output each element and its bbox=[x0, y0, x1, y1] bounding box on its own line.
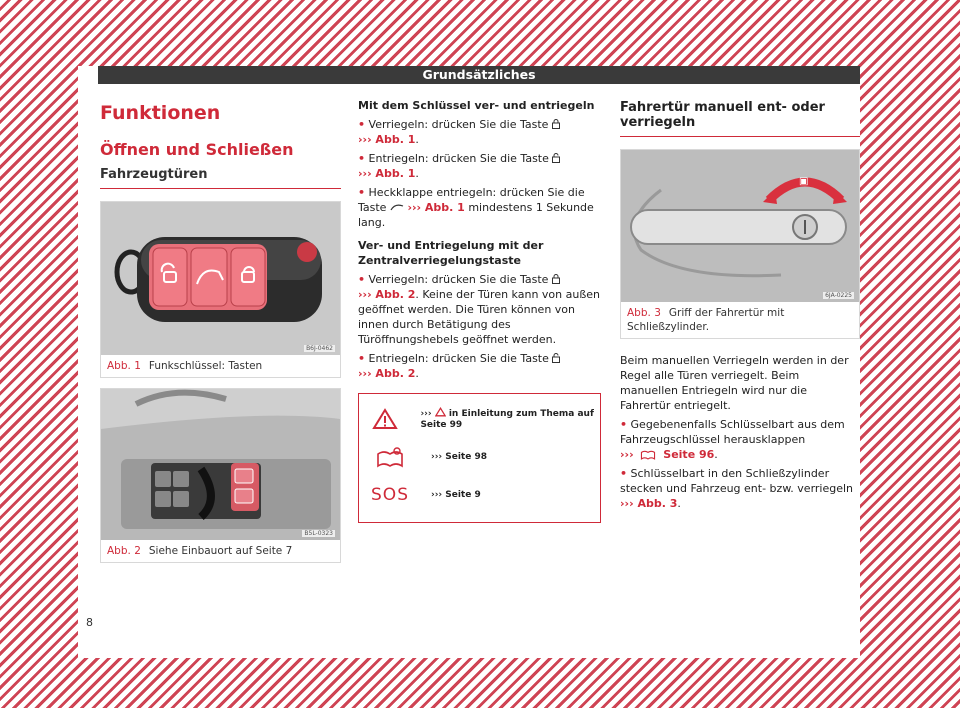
figure-code: B5L-0323 bbox=[304, 530, 333, 537]
bullet-dot: • bbox=[358, 152, 366, 165]
bullet-unlock: • Entriegeln: drücken Sie die Taste ››› Abb. 1. bbox=[358, 151, 601, 181]
reference-text[interactable]: ››› Seite 9 bbox=[431, 489, 481, 500]
warning-row bbox=[363, 400, 596, 438]
bullet-text: Entriegeln: drücken Sie die Taste bbox=[368, 352, 549, 365]
bullet-dot: • bbox=[358, 273, 366, 286]
ref-figure: Abb. 3 bbox=[637, 497, 678, 510]
page-title: Funktionen bbox=[100, 102, 221, 124]
door-handle-image bbox=[621, 150, 859, 302]
paragraph: Beim manuellen Verriegeln werden in der Regel alle Türen verriegelt. Beim manuellen Entriegeln wird nur die Fahrertür entriegelt. bbox=[620, 354, 849, 412]
bullet-text-tail: mindestens 1 Sekunde lang. bbox=[358, 201, 594, 229]
ref-link[interactable]: ››› Seite 96 bbox=[620, 448, 715, 461]
bullet-text: Entriegeln: drücken Sie die Taste bbox=[368, 152, 549, 165]
middle-column bbox=[358, 98, 601, 523]
unlock-icon bbox=[552, 353, 560, 363]
sos-icon: SOS bbox=[371, 485, 409, 505]
figure-2 bbox=[100, 388, 341, 563]
warning-box bbox=[358, 393, 601, 523]
figure-code: 6JA-0225 bbox=[825, 292, 852, 299]
warning-text[interactable]: ››› in Einleitung zum Thema auf Seite 99 bbox=[420, 409, 594, 430]
figure-caption bbox=[101, 355, 340, 377]
bullet-dot: • bbox=[620, 418, 628, 431]
unlock-icon bbox=[552, 153, 560, 163]
figure-caption bbox=[621, 302, 859, 338]
figure-caption bbox=[101, 540, 340, 562]
ref-link[interactable]: ››› Abb. 2 bbox=[358, 367, 416, 380]
bullet-tailgate bbox=[358, 185, 601, 230]
figure-label: Abb. 3 bbox=[627, 307, 661, 319]
ref-link[interactable]: ››› Abb. 2 bbox=[358, 288, 416, 301]
door-panel-image bbox=[101, 389, 340, 540]
figure-label: Abb. 1 bbox=[107, 360, 141, 372]
bullet-text: Heckklappe entriegeln: drücken Sie die Taste bbox=[358, 186, 585, 214]
bullet-text: Schlüsselbart in den Schließzylinder stecken und Fahrzeug ent- bzw. verriegeln bbox=[620, 467, 854, 495]
figure-3 bbox=[620, 149, 860, 339]
figure-1 bbox=[100, 201, 341, 378]
heading-central-locking: Ver- und Entriegelung mit der Zentralverriegelungstaste bbox=[358, 239, 544, 267]
bullet-dot: • bbox=[358, 186, 366, 199]
reference-text[interactable]: ››› Seite 98 bbox=[431, 451, 488, 462]
ref-link[interactable]: ››› Abb. 1 bbox=[358, 167, 416, 180]
lock-symbol: ▣ bbox=[799, 176, 809, 187]
lock-icon bbox=[552, 274, 560, 284]
lock-icon bbox=[552, 119, 560, 129]
section-title: Öffnen und Schließen bbox=[100, 140, 294, 159]
warning-ref-text: in Einleitung zum Thema auf Seite 99 bbox=[420, 409, 594, 430]
section-heading: Fahrertür manuell ent- oder verriegeln bbox=[620, 92, 860, 137]
page-number: 8 bbox=[86, 616, 93, 629]
section-header: Grundsätzliches bbox=[98, 66, 860, 84]
caption-text: Siehe Einbauort auf Seite 7 bbox=[148, 545, 293, 557]
warning-row bbox=[363, 438, 596, 476]
caption-text: Griff der Fahrertür mit Schließzylinder. bbox=[627, 307, 785, 333]
tailgate-icon bbox=[390, 203, 404, 211]
bullet-text: Verriegeln: drücken Sie die Taste bbox=[368, 118, 549, 131]
key-fob-image bbox=[101, 202, 340, 355]
ref-page: Seite 96 bbox=[663, 448, 715, 461]
ref-link[interactable]: ››› Abb. 3 bbox=[620, 497, 678, 510]
ref-link[interactable]: ››› Abb. 1 bbox=[358, 133, 416, 146]
left-column bbox=[100, 92, 341, 563]
bullet-text-tail: Keine der Türen kann von außen geöffnet werden. Die Türen können von innen durch Betätigung des Türöffnungshebels geöffnet werden. bbox=[358, 288, 600, 346]
warning-triangle-icon bbox=[372, 408, 398, 430]
reference-page: Seite 98 bbox=[445, 451, 488, 462]
bullet-text: Verriegeln: drücken Sie die Taste bbox=[368, 273, 549, 286]
book-icon bbox=[637, 448, 659, 460]
bullet-insert-key: • Schlüsselbart in den Schließzylinder stecken und Fahrzeug ent- bzw. verriegeln ››› Abb. 3. bbox=[620, 467, 854, 510]
figure-label: Abb. 2 bbox=[107, 545, 141, 557]
ref-link[interactable]: ››› Abb. 1 bbox=[407, 201, 465, 214]
bullet-dot: • bbox=[620, 467, 628, 480]
bullet-dot: • bbox=[358, 118, 366, 131]
bullet-text: Gegebenenfalls Schlüsselbart aus dem Fahrzeugschlüssel herausklappen bbox=[620, 418, 845, 446]
bullet-central-lock: • Verriegeln: drücken Sie die Taste ››› Abb. 2. Keine der Türen kann von außen geöffnet werden. Die Türen können von innen durch Betätigung des Türöffnungshebels geöffnet werden. bbox=[358, 273, 600, 346]
figure-code: B6J-0462 bbox=[306, 345, 333, 352]
bullet-key-blade: • Gegebenenfalls Schlüsselbart aus dem Fahrzeugschlüssel herausklappen ››› Seite 96. bbox=[620, 418, 845, 461]
warning-row bbox=[363, 476, 596, 514]
bullet-central-unlock: • Entriegeln: drücken Sie die Taste ››› Abb. 2. bbox=[358, 351, 601, 381]
bullet-dot: • bbox=[358, 352, 366, 365]
right-column bbox=[620, 92, 860, 511]
subsection-title: Fahrzeugtüren bbox=[100, 167, 341, 189]
bullet-lock: • Verriegeln: drücken Sie die Taste ››› Abb. 1. bbox=[358, 117, 601, 147]
heading-key-lock: Mit dem Schlüssel ver- und entriegeln bbox=[358, 99, 595, 112]
book-icon bbox=[375, 446, 405, 468]
small-warning-icon bbox=[435, 407, 446, 417]
caption-text: Funkschlüssel: Tasten bbox=[148, 360, 263, 372]
reference-page: Seite 9 bbox=[445, 489, 481, 500]
